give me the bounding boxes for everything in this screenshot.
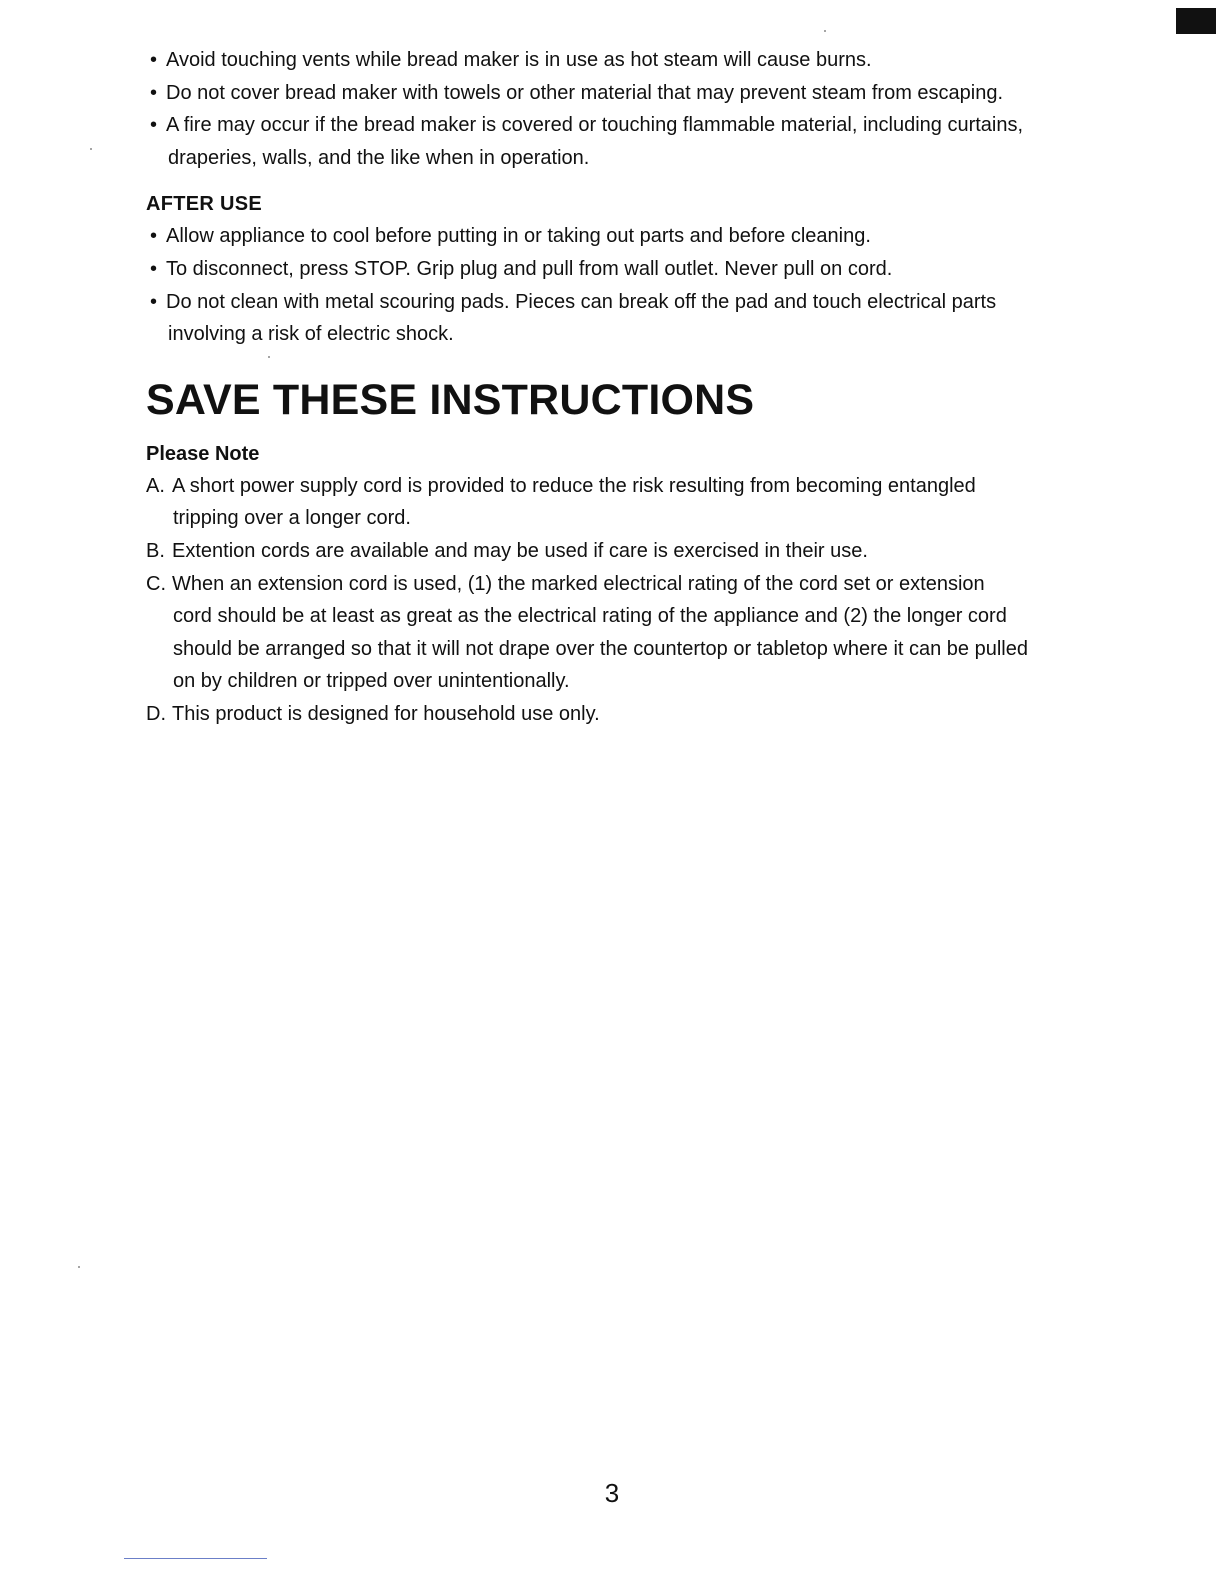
list-item (146, 568, 1106, 698)
usage-bullet-list (146, 44, 1106, 174)
note-letter: C. (146, 572, 166, 595)
note-continuation: tripping over a longer cord. (173, 507, 411, 530)
note-text: Extention cords are available and may be used if care is exercised in their use. (172, 539, 868, 562)
note-text: When an extension cord is used, (1) the marked electrical rating of the cord set or extension (172, 572, 985, 595)
note-continuation: cord should be at least as great as the electrical rating of the appliance and (2) the longer cord (173, 605, 1007, 628)
bullet-line (146, 44, 1106, 77)
note-line (146, 470, 1106, 503)
bullet-icon: • (150, 49, 158, 71)
bullet-text: A fire may occur if the bread maker is covered or touching flammable material, including curtains, (166, 114, 1024, 137)
list-item (146, 77, 1106, 110)
note-line (146, 568, 1106, 601)
bullet-text: To disconnect, press STOP. Grip plug and pull from wall outlet. Never pull on cord. (166, 257, 893, 280)
list-item (146, 470, 1106, 535)
after-use-bullet-list (146, 220, 1106, 350)
bullet-continuation: involving a risk of electric shock. (168, 323, 454, 346)
list-item (146, 253, 1106, 286)
list-item (146, 109, 1106, 174)
bullet-icon: • (150, 290, 158, 313)
bullet-icon: • (150, 257, 158, 280)
bullet-icon: • (150, 225, 158, 248)
bullet-line (146, 220, 1106, 253)
page-content (146, 44, 1106, 731)
save-instructions-heading: SAVE THESE INSTRUCTIONS (146, 375, 755, 424)
note-letter: A. (146, 474, 165, 497)
note-continuation: should be arranged so that it will not drape over the countertop or tabletop where it can be pulled (173, 637, 1028, 660)
note-text: A short power supply cord is provided to reduce the risk resulting from becoming entangled (172, 474, 976, 497)
bullet-line (146, 109, 1106, 142)
list-item (146, 44, 1106, 77)
list-item (146, 698, 1106, 731)
after-use-heading: AFTER USE (146, 193, 263, 216)
note-continuation: on by children or tripped over unintentionally. (173, 670, 570, 693)
note-letter: B. (146, 539, 165, 562)
note-text: This product is designed for household use only. (172, 702, 600, 725)
list-item (146, 535, 1106, 568)
note-line (146, 698, 1106, 731)
note-letter: D. (146, 702, 166, 725)
please-note-heading: Please Note (146, 442, 260, 465)
bullet-line (146, 77, 1106, 110)
bullet-text: Do not cover bread maker with towels or other material that may prevent steam from escaping. (166, 81, 1004, 104)
note-line (146, 535, 1106, 568)
scan-speck (90, 148, 92, 150)
bullet-line (146, 253, 1106, 286)
scan-speck (824, 30, 826, 32)
footer-rule (124, 1558, 267, 1559)
bullet-continuation: draperies, walls, and the like when in operation. (168, 146, 590, 169)
please-note-list (146, 470, 1106, 731)
page-tab-marker (1176, 8, 1216, 34)
page-number: 3 (604, 1478, 620, 1508)
bullet-line (146, 286, 1106, 319)
bullet-text: Avoid touching vents while bread maker is in use as hot steam will cause burns. (166, 49, 872, 71)
list-item (146, 220, 1106, 253)
bullet-text: Do not clean with metal scouring pads. Pieces can break off the pad and touch electrical parts (166, 290, 997, 313)
scan-speck (78, 1266, 80, 1268)
bullet-text: Allow appliance to cool before putting in or taking out parts and before cleaning. (166, 225, 871, 248)
bullet-icon: • (150, 114, 158, 137)
list-item (146, 286, 1106, 351)
bullet-icon: • (150, 81, 158, 104)
